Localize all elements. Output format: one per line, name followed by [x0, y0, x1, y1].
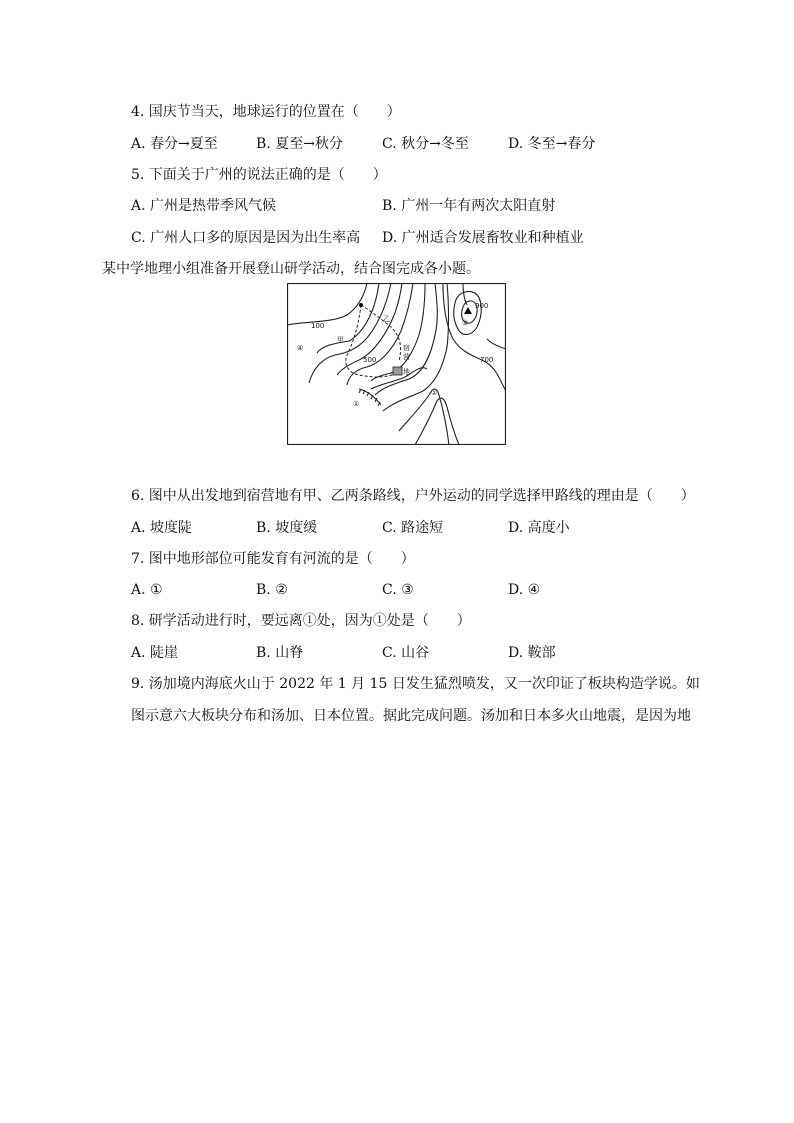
q6-option-b: B. 坡度缓 — [256, 520, 318, 536]
q6-option-d: D. 高度小 — [508, 520, 570, 536]
label-route-jia: 甲 — [337, 336, 344, 344]
label-500: 500 — [363, 356, 377, 364]
label-camp-1: 宿 — [403, 344, 410, 352]
question-9-line-1: 9. 汤加境内海底火山于 2022 年 1 月 15 日发生猛烈喷发，又一次印证了板块构造学说。如 — [131, 676, 700, 692]
question-4-stem: 4. 国庆节当天，地球运行的位置在（ ） — [131, 104, 401, 120]
q8-option-b: B. 山脊 — [256, 645, 304, 661]
camp-marker — [393, 367, 402, 375]
start-point-marker — [359, 303, 363, 307]
map-intro-text: 某中学地理小组准备开展登山研学活动，结合图完成各小题。 — [102, 261, 480, 277]
q4-option-b: B. 夏至→秋分 — [256, 136, 343, 152]
label-marker-4: ④ — [297, 344, 304, 352]
question-7-stem: 7. 图中地形部位可能发育有河流的是（ ） — [131, 551, 415, 567]
question-5-stem: 5. 下面关于广州的说法正确的是（ ） — [131, 167, 387, 183]
label-camp-2: 营 — [403, 353, 410, 361]
q5-option-b: B. 广州一年有两次太阳直射 — [382, 198, 556, 214]
q4-option-a: A. 春分→夏至 — [131, 136, 218, 152]
label-900: 900 — [475, 302, 489, 310]
q5-option-d: D. 广州适合发展畜牧业和种植业 — [382, 230, 584, 246]
q8-option-c: C. 山谷 — [382, 645, 430, 661]
label-700: 700 — [480, 356, 494, 364]
q6-option-a: A. 坡度陡 — [131, 520, 193, 536]
q7-option-c: C. ③ — [382, 582, 414, 598]
q7-option-d: D. ④ — [508, 582, 541, 598]
label-marker-1: ① — [353, 400, 360, 408]
q7-option-b: B. ② — [256, 582, 288, 598]
label-marker-2: ② — [431, 389, 438, 397]
q8-option-a: A. 陡崖 — [131, 645, 179, 661]
q4-option-d: D. 冬至→春分 — [508, 136, 596, 152]
q7-option-a: A. ① — [131, 582, 163, 598]
question-6-stem: 6. 图中从出发地到宿营地有甲、乙两条路线，户外运动的同学选择甲路线的理由是（ ） — [131, 488, 695, 504]
question-9-line-2: 图示意六大板块分布和汤加、日本位置。据此完成问题。汤加和日本多火山地震，是因为地 — [131, 708, 691, 724]
label-marker-3: ③ — [462, 319, 469, 327]
q5-option-c: C. 广州人口多的原因是因为出生率高 — [131, 230, 361, 246]
q5-option-a: A. 广州是热带季风气候 — [131, 198, 277, 214]
q8-option-d: D. 鞍部 — [508, 645, 556, 661]
label-route-yi: 乙 — [383, 315, 390, 323]
label-100: 100 — [311, 322, 325, 330]
contour-map — [287, 283, 506, 445]
q4-option-c: C. 秋分→冬至 — [382, 136, 469, 152]
label-camp-3: 地 — [403, 368, 410, 376]
q6-option-c: C. 路途短 — [382, 520, 444, 536]
question-8-stem: 8. 研学活动进行时，要远离①处，因为①处是（ ） — [131, 613, 471, 629]
